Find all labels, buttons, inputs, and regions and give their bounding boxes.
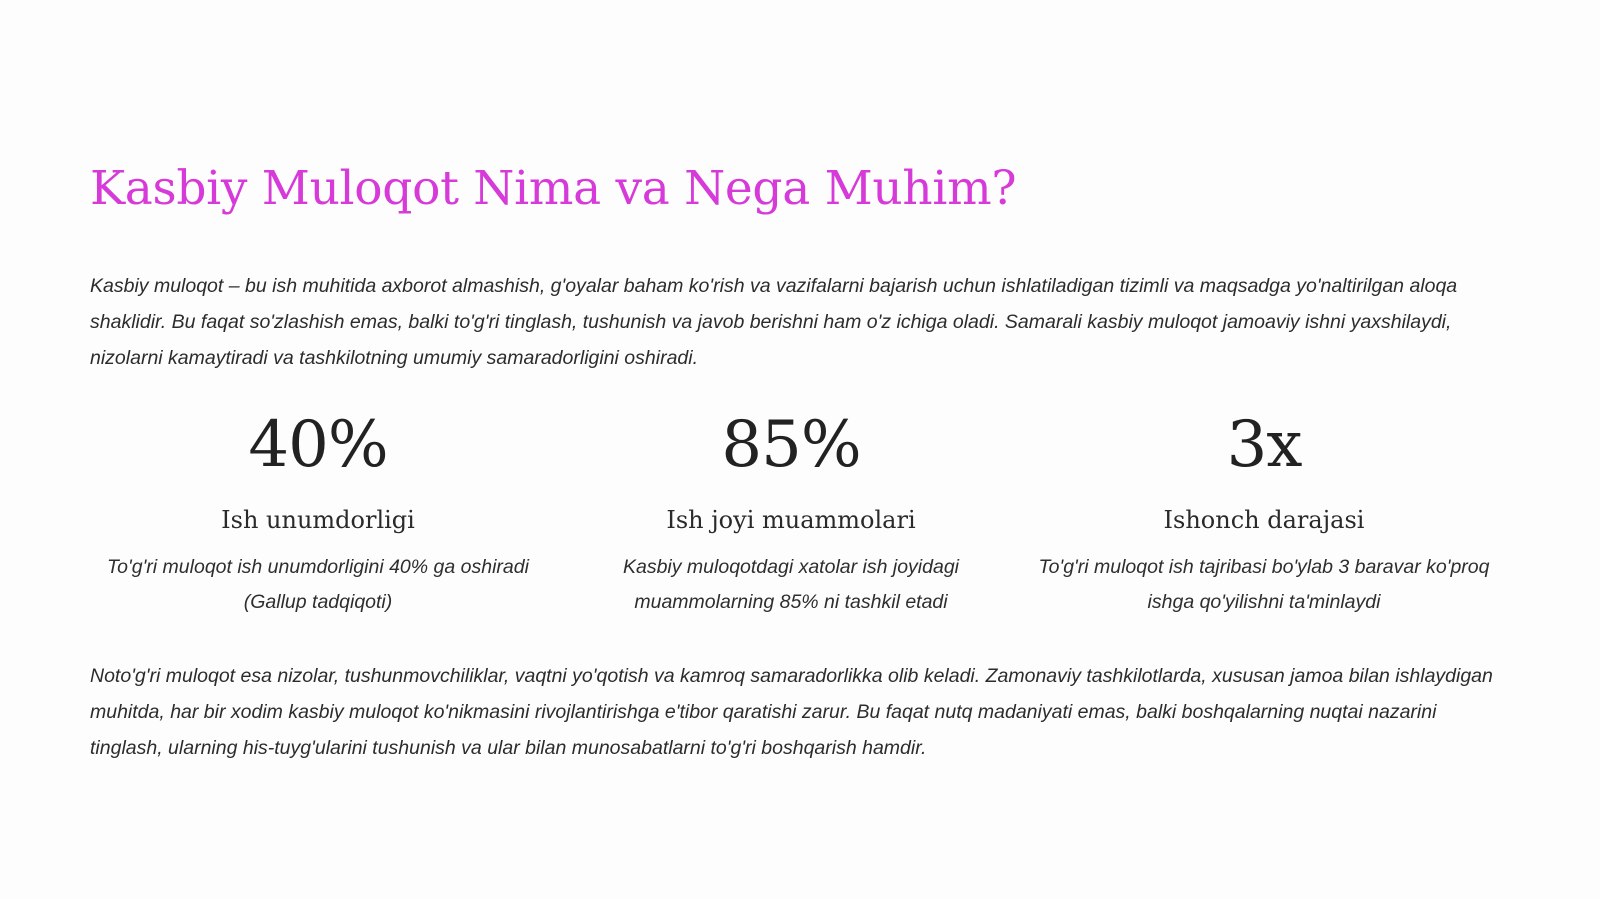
stat-card-trust-level [1029, 400, 1499, 620]
stat-label: Ish joyi muammolari [666, 506, 916, 534]
intro-paragraph: Kasbiy muloqot – bu ish muhitida axborot almashish, g'oyalar baham ko'rish va vazifalarni bajarish uchun ishlatiladigan tizimli va maqsadga yo'naltirilgan aloqa shaklidir. Bu faqat so'zlashish emas, balki to'g'ri tinglash, tushunish va javob berishni ham o'z ichiga oladi. Samarali kasbiy muloqot jamoaviy ishni yaxshilaydi, nizolarni kamaytiradi va tashkilotning umumiy samaradorligini oshiradi. [90, 275, 1458, 369]
outro-paragraph: Noto'g'ri muloqot esa nizolar, tushunmovchiliklar, vaqtni yo'qotish va kamroq samaradorlikka olib keladi. Zamonaviy tashkilotlarda, xususan jamoa bilan ishlaydigan muhitda, har bir xodim kasbiy muloqot ko'nikmasini rivojlantirishga e'tibor qaratishi zarur. Bu faqat nutq madaniyati emas, balki boshqalarning nuqtai nazarini tinglash, ularning his-tuyg'ularini tushunish va ular bilan munosabatlarni to'g'ri boshqarish hamdir. [90, 665, 1493, 759]
stat-label: Ishonch darajasi [1163, 506, 1365, 534]
stat-card-workplace-problems [556, 400, 1026, 620]
stat-value: 3x [1226, 408, 1302, 482]
stat-description: To'g'ri muloqot ish unumdorligini 40% ga oshiradi (Gallup tadqiqoti) [107, 556, 529, 613]
stat-value: 40% [248, 408, 388, 482]
slide-title: Kasbiy Muloqot Nima va Nega Muhim? [90, 161, 1017, 216]
stat-description: Kasbiy muloqotdagi xatolar ish joyidagi muammolarning 85% ni tashkil etadi [622, 556, 960, 613]
stat-label: Ish unumdorligi [221, 506, 415, 534]
stat-card-productivity [83, 400, 553, 620]
stat-description: To'g'ri muloqot ish tajribasi bo'ylab 3 baravar ko'proq ishga qo'yilishni ta'minlaydi [1038, 556, 1490, 613]
stat-value: 85% [721, 408, 861, 482]
